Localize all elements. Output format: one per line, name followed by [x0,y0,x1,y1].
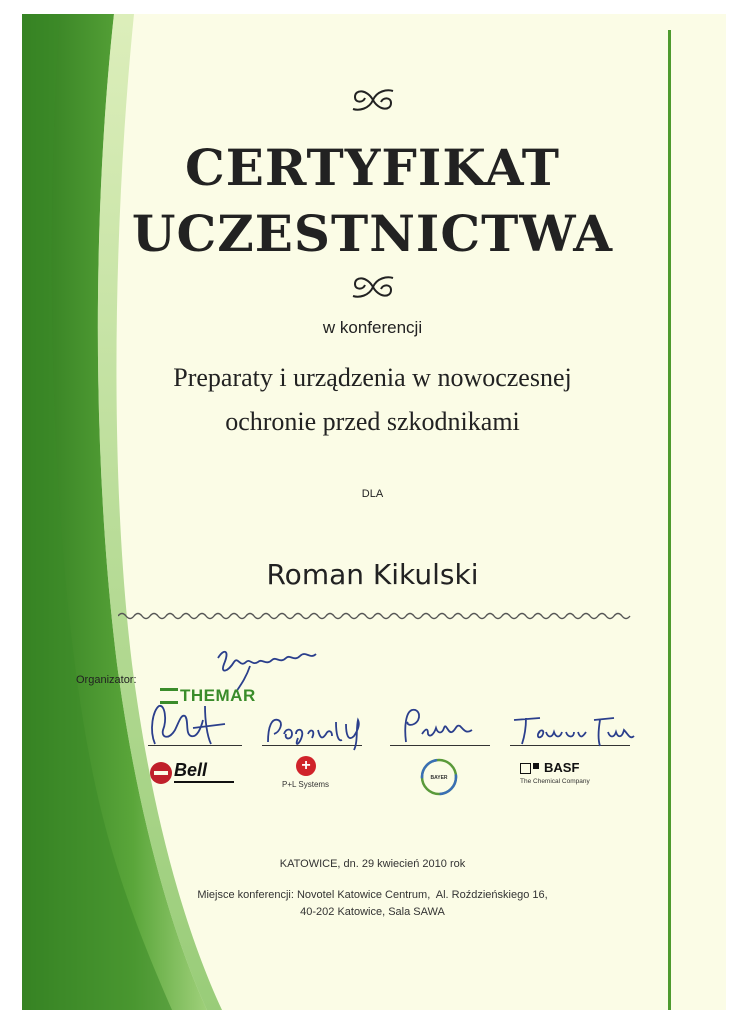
title-line-1: CERTYFIKAT [184,138,561,197]
bell-emblem-bar [154,771,168,775]
ornament-middle-icon [347,272,399,302]
basf-logo [520,760,620,790]
signature-1 [145,700,240,750]
title-line-2: UCZESTNICTWA [131,204,614,263]
bell-logo-text: Bell [174,760,208,780]
conference-title-line-2: ochronie przed szkodnikami [225,407,520,436]
venue-line-1: Miejsce konferencji: Novotel Katowice Centrum, Al. Roździeńskiego 16, [197,889,548,901]
basf-square-icon-2 [533,763,539,769]
pl-systems-logo-text: P+L Systems [282,780,330,789]
bell-swoosh [174,781,234,783]
basf-square-icon [520,763,531,774]
for-label: DLA [361,488,384,500]
themar-logo-text: THEMAR [180,686,256,705]
venue-line-2: 40-202 Katowice, Sala SAWA [300,906,445,918]
signature-4 [510,712,640,756]
recipient-name: Roman Kikulski [266,558,479,591]
svg-text:BAYER: BAYER [430,775,448,781]
signature-3 [392,704,492,746]
conference-title-line-1: Preparaty i urządzenia w nowoczesnej [173,363,572,392]
organizer-label: Organizator: [76,674,137,686]
basf-logo-text: BASF [544,760,580,775]
ornament-top-icon [347,85,399,115]
date-line: KATOWICE, dn. 29 kwiecień 2010 rok [279,858,466,870]
pl-systems-cross-icon: + [296,756,316,776]
pl-systems-logo [282,756,362,792]
intro-text: w konferencji [322,318,423,337]
signature-2 [262,712,372,752]
wavy-divider [118,610,632,622]
basf-tagline: The Chemical Company [520,778,590,785]
bell-logo [150,760,240,786]
